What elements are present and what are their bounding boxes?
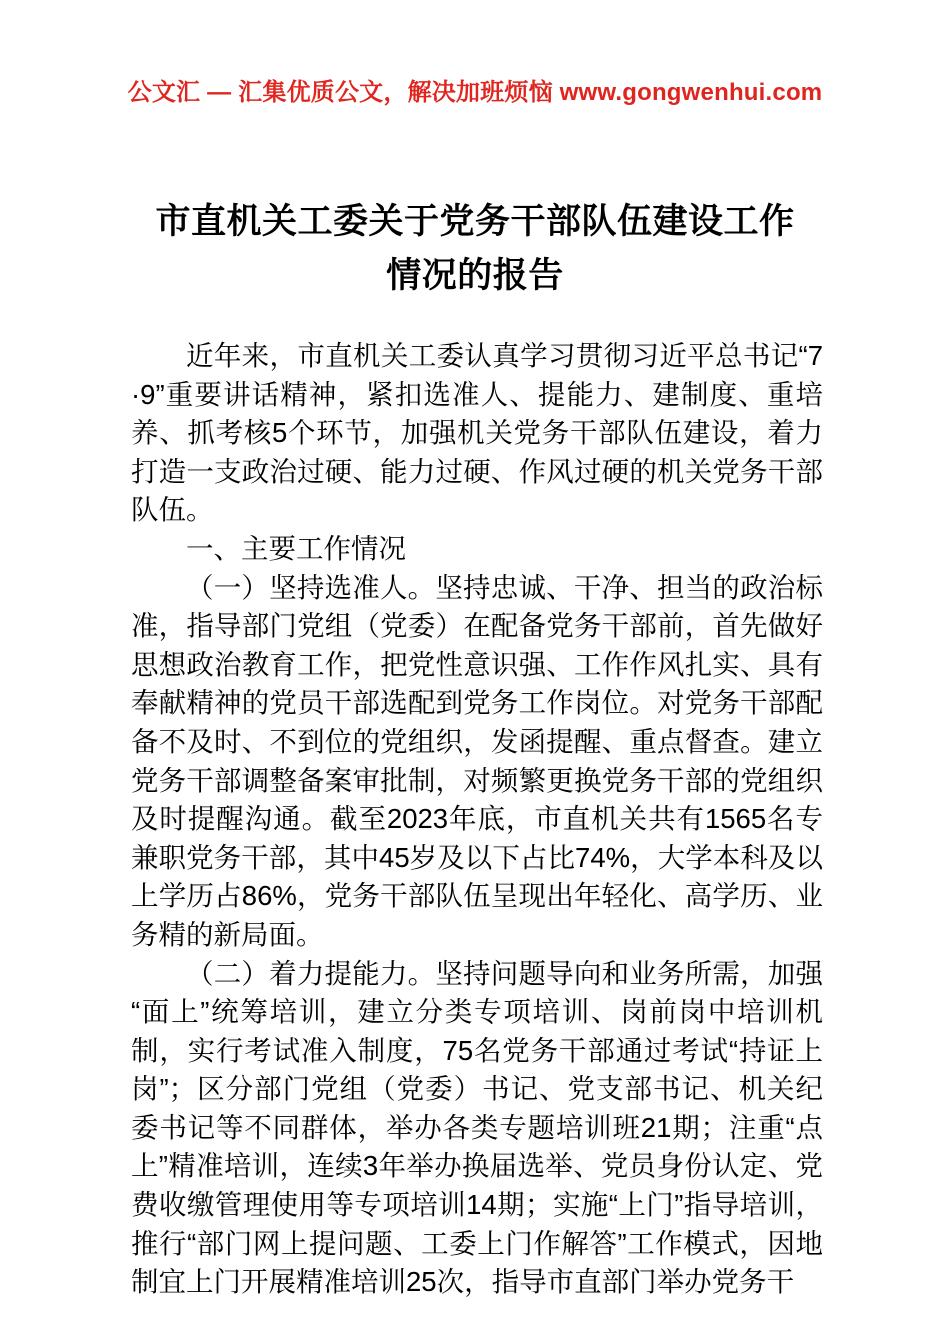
paragraph-subsection-2: （二）着力提能力。坚持问题导向和业务所需，加强“面上”统筹培训，建立分类专项培训、岗前岗中培训机制，实行考试准入制度，75名党务干部通过考试“持证上岗”；区分部门党组（党委）书记、党支部书记、机关纪委书记等不同群体，举办各类专题培训班21期；注重“点上”精准培训，连续3年举办换届选举、党员身份认定、党费收缴管理使用等专项培训14期；实施“上门”指导培训，推行“部门网上提问题、工委上门作解答”工作模式，因地制宜上门开展精准培训25次，指导市直部门举办党务干 bbox=[131, 957, 823, 1298]
title-line-2: 情况的报告 bbox=[386, 255, 564, 295]
site-watermark bbox=[0, 78, 950, 108]
page-title bbox=[110, 195, 840, 301]
paragraph-intro: 近年来，市直机关工委认真学习贯彻习近平总书记“7·9”重要讲话精神，紧扣选准人、提能力、建制度、重培养、抓考核5个环节，加强机关党务干部队伍建设，着力打造一支政治过硬、能力过硬、作风过硬的机关党务干部队伍。 bbox=[131, 340, 823, 526]
watermark-text: 公文汇 — 汇集优质公文，解决加班烦恼 www.gongwenhui.com bbox=[127, 79, 823, 106]
section-heading-1: 一、主要工作情况 bbox=[186, 532, 406, 564]
document-body bbox=[131, 337, 823, 1302]
title-line-1: 市直机关工委关于党务干部队伍建设工作 bbox=[155, 202, 795, 242]
paragraph-subsection-1: （一）坚持选准人。坚持忠诚、干净、担当的政治标准，指导部门党组（党委）在配备党务干部前，首先做好思想政治教育工作，把党性意识强、工作作风扎实、具有奉献精神的党员干部选配到党务工作岗位。对党务干部配备不及时、不到位的党组织，发函提醒、重点督查。建立党务干部调整备案审批制，对频繁更换党务干部的党组织及时提醒沟通。截至2023年底，市直机关共有1565名专兼职党务干部，其中45岁及以下占比74%，大学本科及以上学历占86%，党务干部队伍呈现出年轻化、高学历、业务精的新局面。 bbox=[131, 571, 823, 950]
